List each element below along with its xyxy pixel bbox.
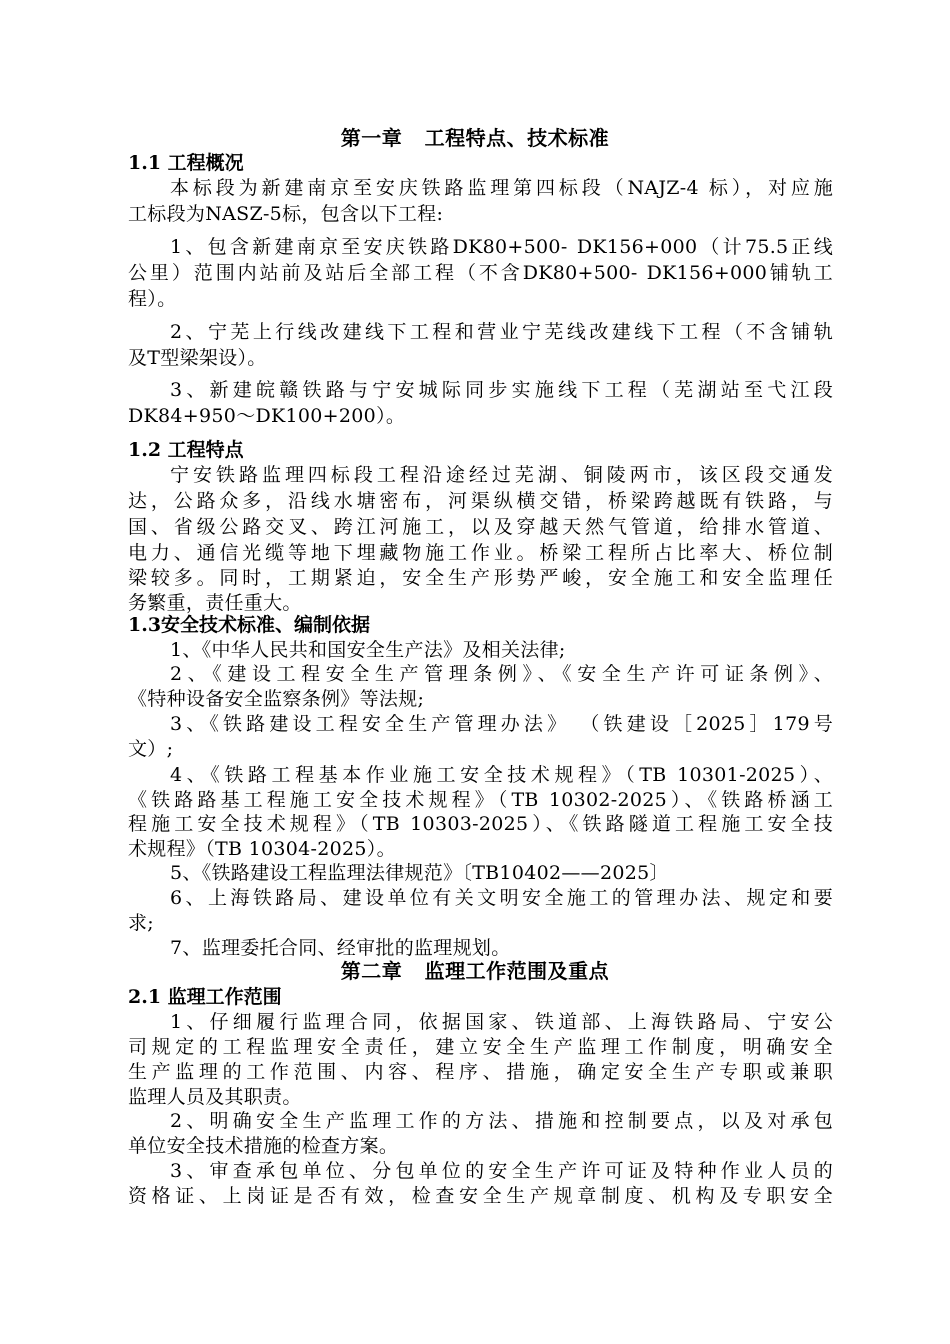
paragraph-line: 1、《中华人民共和国安全生产法》及相关法律; xyxy=(170,639,566,661)
paragraph-line: 3、审查承包单位、分包单位的安全生产许可证及特种作业人员的 xyxy=(170,1160,833,1182)
paragraph-line: 3、新建皖赣铁路与宁安城际同步实施线下工程（芜湖站至弋江段 xyxy=(170,379,833,401)
paragraph-line: 资格证、上岗证是否有效，检查安全生产规章制度、机构及专职安全 xyxy=(128,1185,833,1207)
section-1-2-heading: 1.2 工程特点 xyxy=(128,439,244,461)
paragraph-line: 生产监理的工作范围、内容、程序、措施，确定安全生产专职或兼职 xyxy=(128,1061,833,1083)
paragraph-line: 2、宁芜上行线改建线下工程和营业宁芜线改建线下工程（不含铺轨 xyxy=(170,321,833,343)
paragraph-line: 3、《铁路建设工程安全生产管理办法》 （铁建设［2025］179号 xyxy=(170,713,833,735)
paragraph-line: 务繁重，责任重大。 xyxy=(128,592,302,614)
paragraph-line: 工标段为NASZ-5标，包含以下工程: xyxy=(128,203,444,225)
paragraph-line: 公里）范围内站前及站后全部工程（不含DK80+500- DK156+000铺轨工 xyxy=(128,262,833,284)
paragraph-line: 4、《铁路工程基本作业施工安全技术规程》（TB 10301-2025）、 xyxy=(170,764,833,786)
section-1-3-heading: 1.3安全技术标准、编制依据 xyxy=(128,614,371,636)
paragraph-line: 文）; xyxy=(128,738,174,760)
paragraph-line: 《铁路路基工程施工安全技术规程》（TB 10302-2025）、《铁路桥涵工 xyxy=(128,789,833,811)
paragraph-line: 5、《铁路建设工程监理法律规范》〔TB10402——2025〕 xyxy=(170,862,669,884)
paragraph-line: 程）。 xyxy=(128,288,177,310)
section-1-1-heading: 1.1 工程概况 xyxy=(128,152,244,174)
paragraph-line: 求; xyxy=(128,912,155,934)
paragraph-line: 6、上海铁路局、建设单位有关文明安全施工的管理办法、规定和要 xyxy=(170,887,833,909)
paragraph-line: 本标段为新建南京至安庆铁路监理第四标段（NAJZ-4 标），对应施 xyxy=(170,177,833,199)
paragraph-line: 术规程》（TB 10304-2025）。 xyxy=(128,838,396,860)
paragraph-line: 司规定的工程监理安全责任，建立安全生产监理工作制度，明确安全 xyxy=(128,1036,833,1058)
paragraph-line: 宁安铁路监理四标段工程沿途经过芜湖、铜陵两市，该区段交通发 xyxy=(170,464,833,486)
paragraph-line: 程施工安全技术规程》（TB 10303-2025）、《铁路隧道工程施工安全技 xyxy=(128,813,833,835)
paragraph-line: 《特种设备安全监察条例》等法规; xyxy=(128,688,425,710)
paragraph-line: 国、省级公路交叉、跨江河施工，以及穿越天然气管道，给排水管道、 xyxy=(128,516,833,538)
paragraph-line: 1、包含新建南京至安庆铁路DK80+500- DK156+000（计75.5正线 xyxy=(170,236,833,258)
paragraph-line: 单位安全技术措施的检查方案。 xyxy=(128,1135,399,1157)
paragraph-line: 达，公路众多，沿线水塘密布，河渠纵横交错，桥梁跨越既有铁路，与 xyxy=(128,490,833,512)
paragraph-line: DK84+950～DK100+200）。 xyxy=(128,405,406,427)
chapter-1-title: 第一章 工程特点、技术标准 xyxy=(340,126,610,150)
chapter-2-title: 第二章 监理工作范围及重点 xyxy=(340,959,610,983)
paragraph-line: 电力、通信光缆等地下埋藏物施工作业。桥梁工程所占比率大、桥位制 xyxy=(128,542,833,564)
paragraph-line: 2、明确安全生产监理工作的方法、措施和控制要点，以及对承包 xyxy=(170,1110,833,1132)
section-2-1-heading: 2.1 监理工作范围 xyxy=(128,986,282,1008)
paragraph-line: 2、《建设工程安全生产管理条例》、《安全生产许可证条例》、 xyxy=(170,663,833,685)
paragraph-line: 1、仔细履行监理合同，依据国家、铁道部、上海铁路局、宁安公 xyxy=(170,1011,833,1033)
paragraph-line: 及T型梁架设）。 xyxy=(128,347,267,369)
paragraph-line: 7、监理委托合同、经审批的监理规划。 xyxy=(170,937,511,959)
paragraph-line: 监理人员及其职责。 xyxy=(128,1086,302,1108)
paragraph-line: 梁较多。同时，工期紧迫，安全生产形势严峻，安全施工和安全监理任 xyxy=(128,567,833,589)
